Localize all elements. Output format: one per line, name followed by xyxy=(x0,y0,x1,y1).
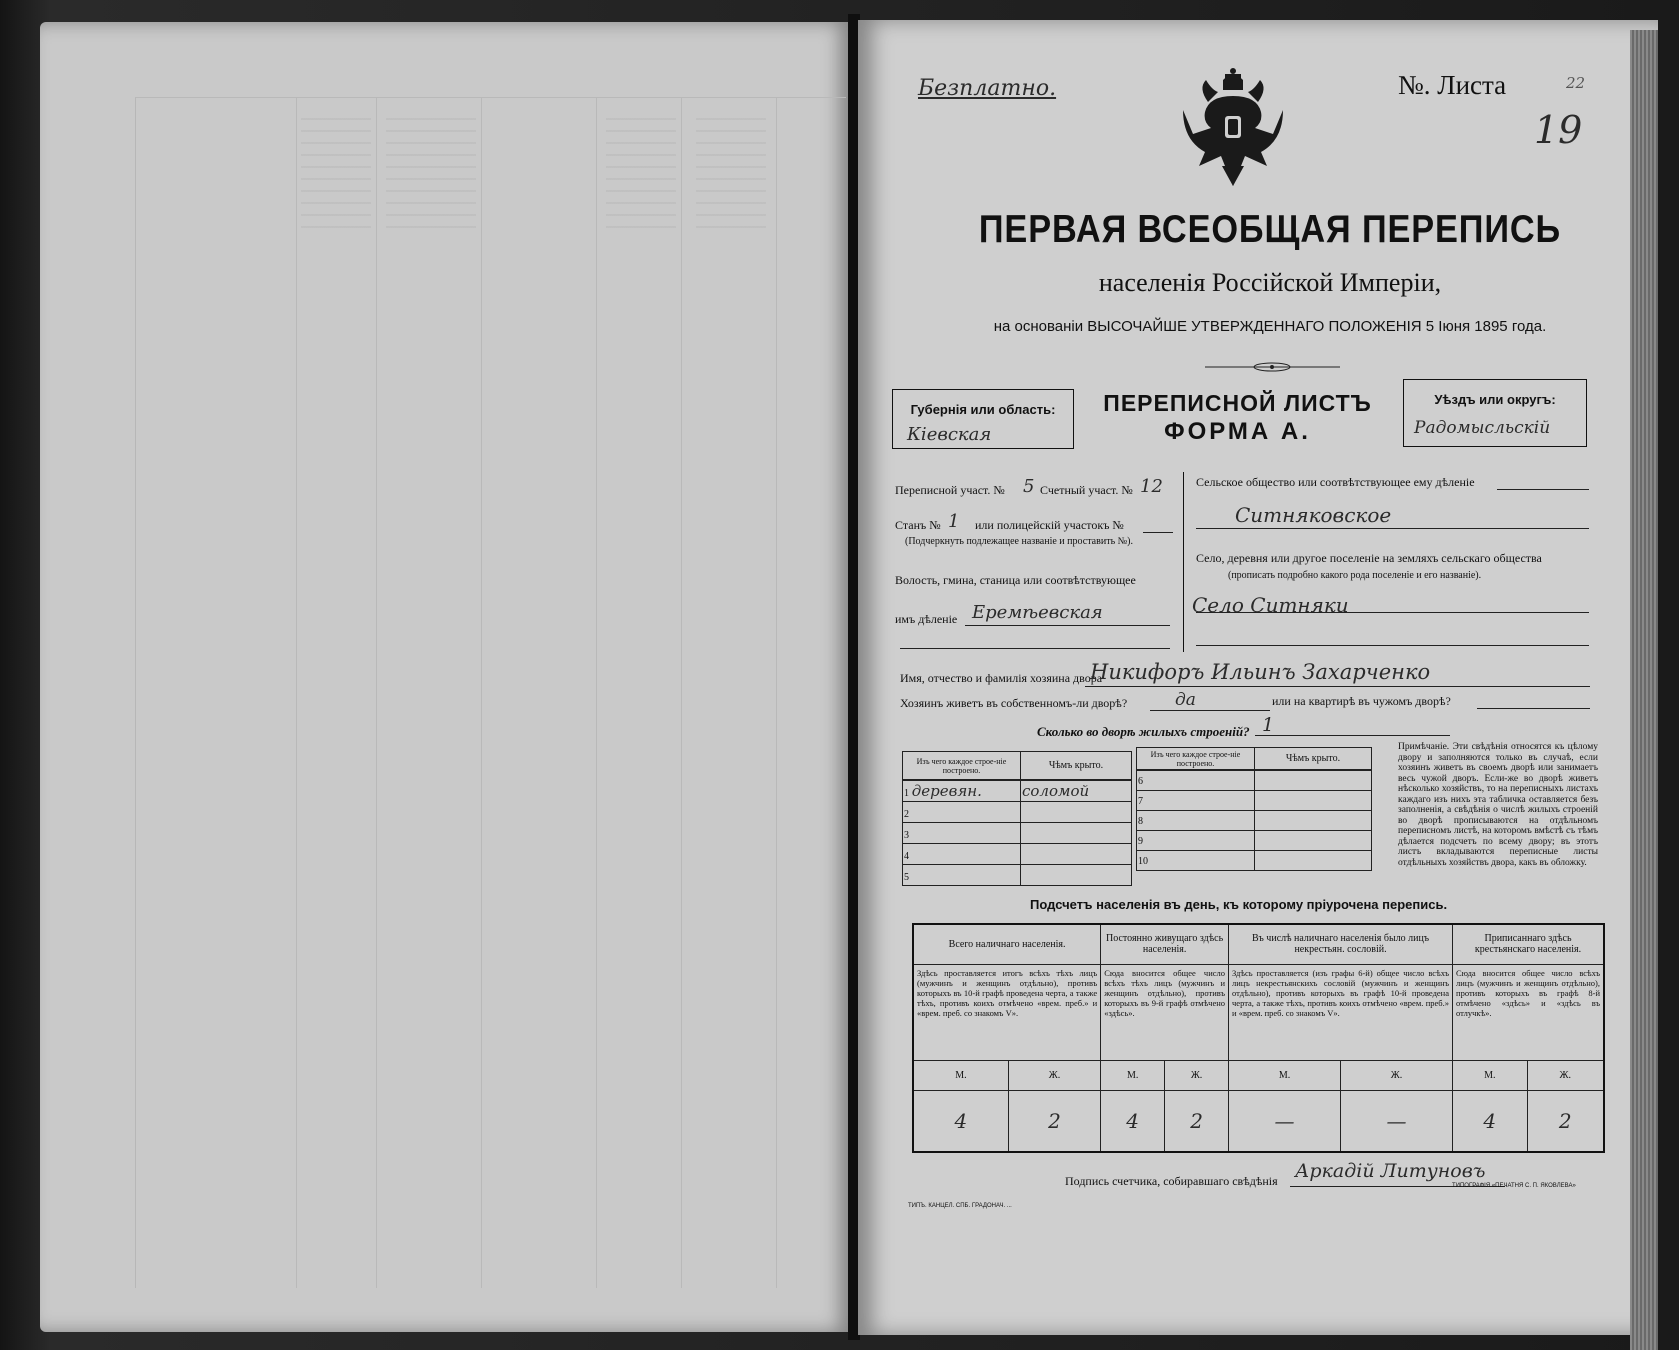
buildings-label: Сколько во дворѣ жилыхъ строеній? xyxy=(1037,724,1250,739)
building-row-right-material xyxy=(1137,831,1255,851)
building-row-num-right: 8 xyxy=(1138,815,1143,827)
count-title: Подсчетъ населенія въ день, къ которому пріурочена перепись. xyxy=(1030,897,1448,912)
count-zh-label: Ж. xyxy=(1008,1060,1100,1090)
form-title-1: ПЕРЕПИСНОЙ ЛИСТЪ xyxy=(1103,390,1372,416)
building-row-left-roof xyxy=(1021,865,1132,886)
page-edges xyxy=(1630,30,1658,1350)
building-row-right-material xyxy=(1137,771,1255,791)
rented-label: или на квартирѣ въ чужомъ дворѣ? xyxy=(1272,694,1451,708)
buildings-table-right xyxy=(1136,747,1372,871)
count-col-desc: Здѣсь проставляется (изъ графы 6-й) общее число всѣхъ лицъ некрестьянскихъ сословій (мужчинъ и женщинъ отдѣльно), противъ которыхъ въ графѣ 10-й проведена черта, а также тѣхъ, противъ коихъ отмѣчено «врем. преб.» и «врем. преб. со знакомъ V». xyxy=(1229,964,1453,1060)
uezd-value: Радомысльскій xyxy=(1414,418,1551,438)
building-row-num-right: 6 xyxy=(1138,775,1143,787)
count-zh-value: — xyxy=(1341,1090,1453,1152)
building-row-num: 2 xyxy=(904,809,909,820)
count-col-header: Всего наличнаго населенія. xyxy=(913,924,1101,964)
double-headed-eagle-emblem xyxy=(1178,66,1288,190)
count-zh-value: 2 xyxy=(1008,1090,1100,1152)
population-count-table xyxy=(912,923,1605,1153)
volost-blank xyxy=(965,625,1170,626)
buildings-rows-left xyxy=(902,780,1132,886)
count-zh-label: Ж. xyxy=(1527,1060,1604,1090)
village-blank xyxy=(1196,612,1589,613)
building-row-right-roof xyxy=(1255,791,1372,811)
printer-left: ТИПЪ. КАНЦЕЛ. СПБ. ГРАДОНАЧ. ... xyxy=(908,1203,1012,1209)
count-m-value: 4 xyxy=(913,1090,1008,1152)
building-material-value: деревян. xyxy=(911,782,982,800)
building-row-right-roof xyxy=(1255,851,1372,871)
schet-value: 12 xyxy=(1140,476,1163,497)
buildings-table-left xyxy=(902,751,1132,886)
buildings-value: 1 xyxy=(1262,714,1275,736)
building-row-right-roof xyxy=(1255,831,1372,851)
society-label: Сельское общество или соотвѣтствующее ему дѣленіе xyxy=(1196,475,1475,489)
free-label: Безплатно. xyxy=(918,76,1057,101)
owner-name-value: Никифоръ Ильинъ Захарченко xyxy=(1090,660,1431,684)
society-blank xyxy=(1497,489,1589,490)
col-material-header: Изъ чего каждое строе-ніе построено. xyxy=(903,752,1021,780)
underline-note: (Подчеркнуть подлежащее названіе и проставить №). xyxy=(905,536,1133,547)
village-value: Село Ситняки xyxy=(1192,593,1349,617)
count-m-value: 4 xyxy=(1453,1090,1528,1152)
police-blank xyxy=(1143,532,1173,533)
building-row-left-material xyxy=(903,823,1021,844)
col-roof-header: Чѣмъ крыто. xyxy=(1021,752,1132,780)
building-row-left-material xyxy=(903,865,1021,886)
count-m-label: М. xyxy=(1453,1060,1528,1090)
count-col-header: Приписаннаго здѣсь крестьянскаго населенія. xyxy=(1453,924,1604,964)
building-row-right-material xyxy=(1137,851,1255,871)
owner-name-label: Имя, отчество и фамилія хозяина двора xyxy=(900,671,1103,685)
count-m-label: М. xyxy=(913,1060,1008,1090)
sheet-number-printed: 22 xyxy=(1566,74,1586,92)
building-roof-value: соломой xyxy=(1022,782,1090,800)
volost-label: Волость, гмина, станица или соотвѣтствующее xyxy=(895,573,1136,587)
count-zh-value: 2 xyxy=(1527,1090,1604,1152)
count-zh-label: Ж. xyxy=(1165,1060,1229,1090)
building-row-num-right: 7 xyxy=(1138,795,1143,807)
count-m-value: — xyxy=(1229,1090,1341,1152)
village-label: Село, деревня или другое поселеніе на земляхъ сельскаго общества xyxy=(1196,551,1542,565)
count-col-header: Постоянно живущаго здѣсь населенія. xyxy=(1101,924,1229,964)
left-page xyxy=(40,22,850,1332)
building-row-right-material xyxy=(1137,811,1255,831)
count-col-desc: Сюда вносится общее число всѣхъ тѣхъ лицъ (мужчинъ и женщинъ отдѣльно), противъ которыхъ въ 9-й графѣ отмѣчено «здѣсь». xyxy=(1101,964,1229,1060)
building-row-right-roof xyxy=(1255,771,1372,791)
uezd-box xyxy=(1403,379,1587,447)
schet-label: Счетный участ. № xyxy=(1040,483,1133,497)
uchast-value: 5 xyxy=(1023,476,1035,497)
volost-blank-2 xyxy=(900,648,1170,649)
building-row-left-material xyxy=(903,802,1021,823)
form-title-2: ФОРМА А. xyxy=(1164,418,1311,445)
sheet-number-handwritten: 19 xyxy=(1534,108,1583,152)
stan-value: 1 xyxy=(948,511,960,532)
uezd-label: Уѣздъ или округъ: xyxy=(1434,392,1556,407)
building-row-num-right: 9 xyxy=(1138,835,1143,847)
village-note: (прописать подробно какого рода поселеніе и его названіе). xyxy=(1228,570,1482,581)
printer-right: ТИПОГРАФІЯ «ПЕЧАТНЯ С. П. ЯКОВЛЕВА» xyxy=(1452,1183,1576,1189)
count-m-value: 4 xyxy=(1101,1090,1165,1152)
building-row-right-material xyxy=(1137,791,1255,811)
building-row-right-roof xyxy=(1255,811,1372,831)
building-row-num: 3 xyxy=(904,830,909,841)
village-blank-2 xyxy=(1196,645,1589,646)
own-yard-blank xyxy=(1150,710,1270,711)
count-m-label: М. xyxy=(1229,1060,1341,1090)
building-row-num-right: 10 xyxy=(1138,855,1148,867)
count-zh-value: 2 xyxy=(1165,1090,1229,1152)
signature-value: Аркадій Литуновъ xyxy=(1295,1160,1486,1182)
building-row-left-roof xyxy=(1021,802,1132,823)
count-zh-label: Ж. xyxy=(1341,1060,1453,1090)
rented-blank xyxy=(1477,708,1590,709)
fields-divider xyxy=(1183,472,1184,652)
own-yard-label: Хозяинъ живетъ въ собственномъ-ли дворѣ? xyxy=(900,696,1128,710)
gubernia-label: Губернія или область: xyxy=(910,402,1056,417)
census-subtitle: населенія Россійской Имперіи, xyxy=(1098,268,1442,297)
buildings-blank xyxy=(1255,735,1450,736)
note-text: Примѣчаніе. Эти свѣдѣнія относятся къ цѣлому двору и заполняются только въ случаѣ, если хозяинъ живетъ въ своемъ дворѣ или занимаетъ весь чужой дворъ. Если-же во дворѣ живетъ нѣсколько хозяйствъ, то на переписныхъ листахъ каждаго изъ нихъ эта табличка оставляется безъ заполненія, а свѣдѣнія о числѣ жилыхъ строеній во дворѣ прописываются на отдѣльномъ переписномъ листѣ, на которомъ вмѣстѣ съ тѣмъ дѣлается подсчетъ по всему двору; въ этотъ листъ вкладываются переписные листы отдѣльныхъ хозяйствъ двора, какъ въ обложку. xyxy=(1398,742,1598,868)
col-material-header-right: Изъ чего каждое строе-ніе построено. xyxy=(1137,748,1255,770)
police-label: или полицейскій участокъ № xyxy=(975,518,1124,532)
own-yard-value: да xyxy=(1175,690,1196,710)
count-m-label: М. xyxy=(1101,1060,1165,1090)
census-basis-line: на основаніи ВЫСОЧАЙШЕ УТВЕРЖДЕННАГО ПОЛОЖЕНІЯ 5 Іюня 1895 года. xyxy=(993,318,1547,335)
signature-label: Подпись счетчика, собиравшаго свѣдѣнія xyxy=(1065,1174,1278,1188)
stan-label: Станъ № xyxy=(895,518,941,532)
society-blank-2 xyxy=(1196,528,1589,529)
col-roof-header-right: Чѣмъ крыто. xyxy=(1255,748,1372,770)
owner-name-blank xyxy=(1085,686,1590,687)
count-col-header: Въ числѣ наличнаго населенія было лицъ некрестьян. сословій. xyxy=(1229,924,1453,964)
census-title: ПЕРВАЯ ВСЕОБЩАЯ ПЕРЕПИСЬ xyxy=(978,208,1562,251)
gubernia-value: Кіевская xyxy=(907,424,992,445)
building-row-left-material xyxy=(903,844,1021,865)
building-row-left-roof xyxy=(1021,781,1132,802)
sheet-number-label: №. Листа xyxy=(1398,70,1507,100)
bleed-through-grid xyxy=(135,97,846,1288)
building-row-left-material xyxy=(903,781,1021,802)
building-row-num: 4 xyxy=(904,851,909,862)
building-row-left-roof xyxy=(1021,823,1132,844)
count-col-desc: Сюда вносится общее число всѣхъ лицъ (мужчинъ и женщинъ отдѣльно), противъ которыхъ въ графѣ 8-й отмѣчено «здѣсь» и «здѣсь въ отлучкѣ». xyxy=(1453,964,1604,1060)
volost-value: Еремѣевская xyxy=(972,602,1103,623)
building-row-left-roof xyxy=(1021,844,1132,865)
society-value: Ситняковское xyxy=(1235,503,1392,527)
building-row-num: 5 xyxy=(904,872,909,883)
uchast-label: Переписной участ. № xyxy=(895,483,1005,497)
decorative-divider xyxy=(1205,360,1340,374)
buildings-rows-right xyxy=(1136,770,1372,871)
building-row-num: 1 xyxy=(904,788,909,799)
gubernia-box xyxy=(892,389,1074,449)
count-col-desc: Здѣсь проставляется итогъ всѣхъ тѣхъ лицъ (мужчинъ и женщинъ отдѣльно), противъ которыхъ въ 10-й графѣ проведена черта, а также тѣхъ, противъ коихъ отмѣчено «врем. преб.» и «врем. преб. со знакомъ V». xyxy=(913,964,1101,1060)
volost-label-2: имъ дѣленіе xyxy=(895,612,958,626)
